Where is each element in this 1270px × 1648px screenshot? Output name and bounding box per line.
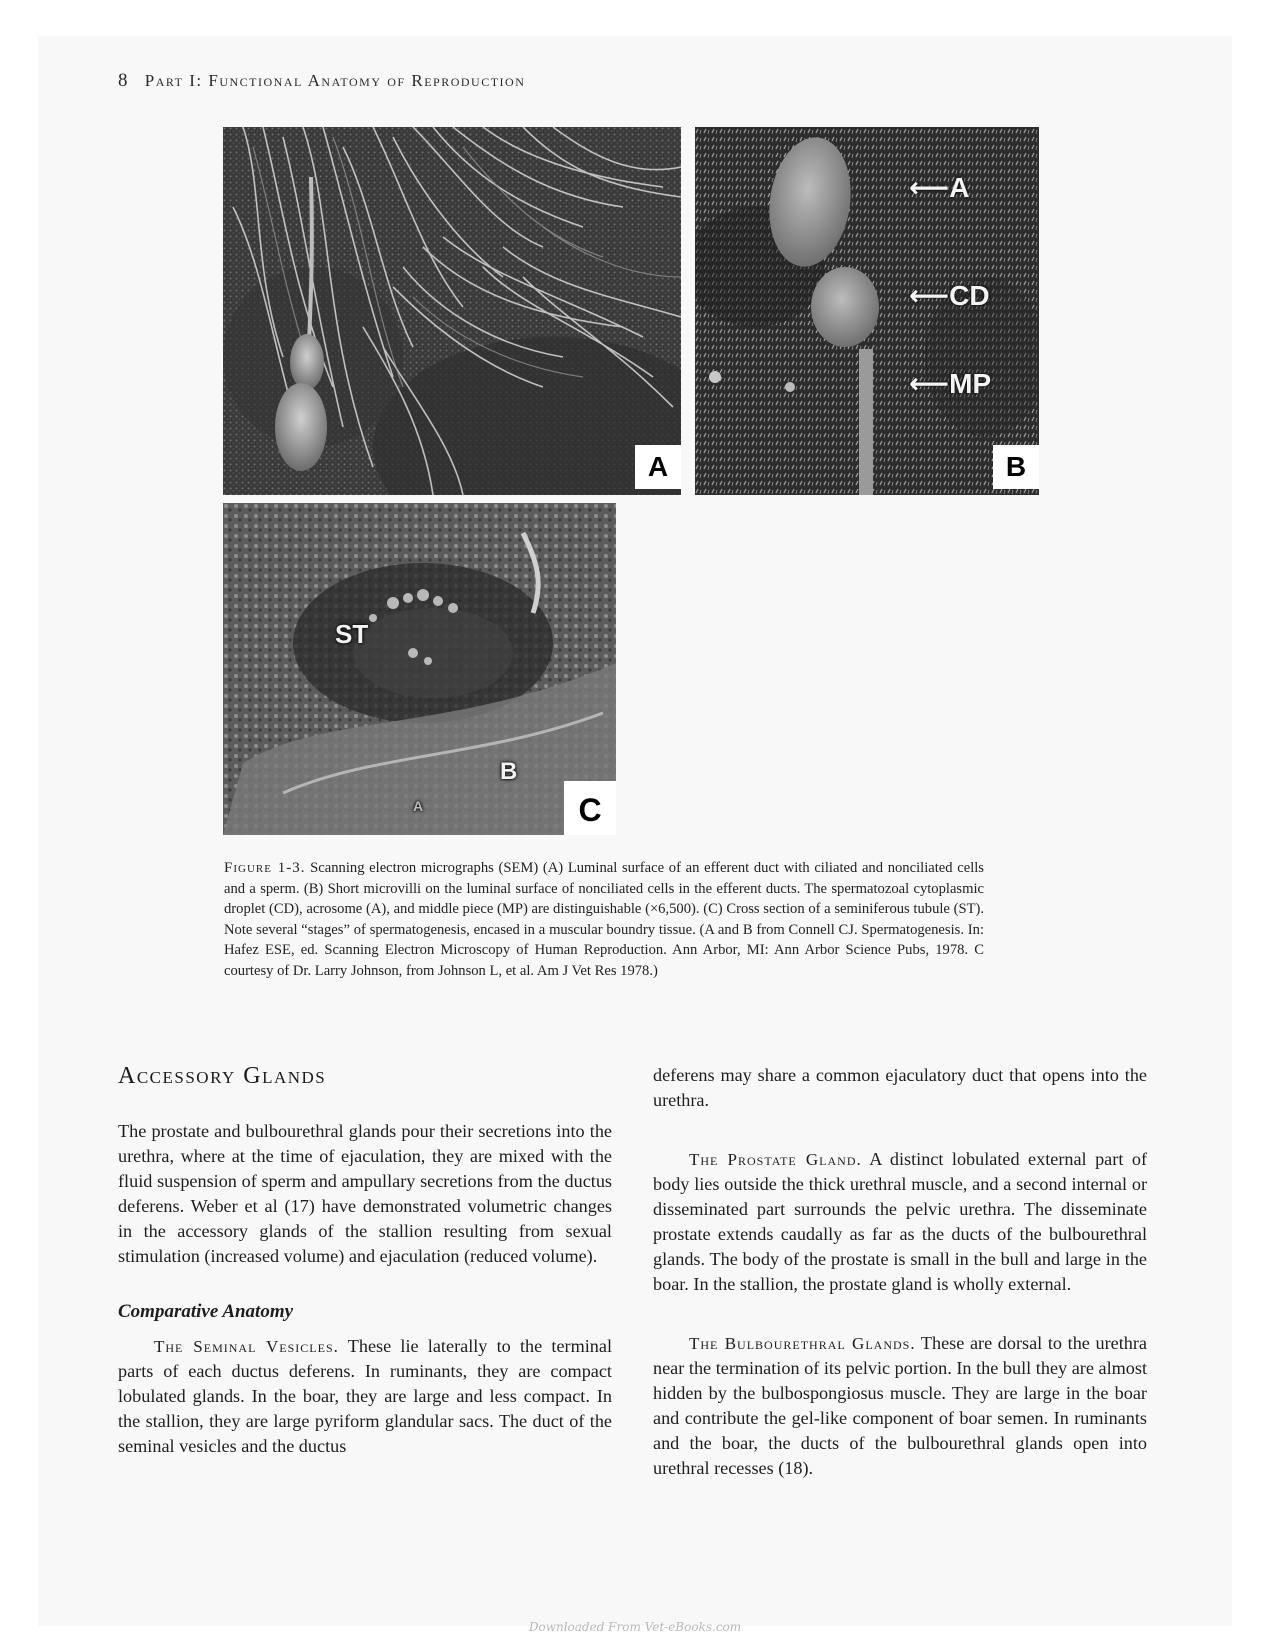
figure-caption (224, 858, 984, 982)
micrograph-panel-a (223, 127, 681, 495)
section-heading: Accessory Glands (118, 1063, 327, 1089)
panel-b-letter: B (993, 445, 1039, 489)
arrow-label-acrosome: ⟵A (909, 172, 970, 203)
label-seminiferous-tubule: ST (335, 619, 369, 649)
panel-a-letter: A (635, 445, 681, 489)
arrow-label-cytoplasmic-droplet: ⟵CD (909, 280, 990, 311)
subheading-comparative-anatomy: Comparative Anatomy (118, 1301, 294, 1322)
seminal-vesicles-paragraph (118, 1334, 612, 1459)
bulbourethral-heading: The Bulbourethral Glands. (689, 1334, 916, 1353)
running-title: Part I: Functional Anatomy of Reproduction (144, 71, 526, 90)
figure-caption-text: Scanning electron micrographs (SEM) (A) Luminal surface of an efferent duct with ciliated and nonciliated cells and a sperm. (B) Short microvilli on the luminal surface of nonciliated cells in the efferent ducts. The spermatozoal cytoplasmic droplet (CD), acrosome (A), and middle piece (MP) are distinguishable (×6,500). (C) Cross section of a seminiferous tubule (ST). Note several “stages” of spermatogenesis, encased in a muscular boundry tissue. (A and B from Connell CJ. Spermatogenesis. In: Hafez ESE, ed. Scanning Electron Microscopy of Human Reproduction. Ann Arbor, MI: Ann Arbor Science Pubs, 1978. C courtesy of Dr. Larry Johnson, from Johnson L, et al. Am J Vet Res 1978.) (224, 860, 984, 979)
running-header (118, 70, 525, 92)
micrograph-a-image (223, 127, 681, 495)
arrow-label-middle-piece: ⟵MP (909, 368, 992, 399)
panel-c-letter: C (564, 781, 616, 835)
watermark: Downloaded From Vet-eBooks.com (528, 1620, 742, 1634)
prostate-paragraph (653, 1147, 1147, 1297)
prostate-heading: The Prostate Gland. (689, 1150, 862, 1169)
left-column (118, 1060, 612, 1459)
bulbourethral-paragraph (653, 1331, 1147, 1481)
figure-label: Figure 1-3. (224, 860, 306, 876)
micrograph-panel-b (695, 127, 1039, 495)
seminal-vesicles-heading: The Seminal Vesicles. (154, 1337, 339, 1356)
bulbourethral-text: These are dorsal to the urethra near the termination of its pelvic portion. In the bull they are almost hidden by the bulbospongiosus muscle. They are large in the boar and contribute the gel-like component of boar semen. In ruminants and the boar, the ducts of the bulbourethral glands open into urethral recesses (18). (653, 1333, 1147, 1478)
intro-paragraph: The prostate and bulbourethral glands pour their secretions into the urethra, where at the time of ejaculation, they are mixed with the fluid suspension of sperm and ampullary secretions from the ductus deferens. Weber et al (17) have demonstrated volumetric changes in the accessory glands of the stallion resulting from sexual stimulation (increased volume) and ejaculation (reduced volume). (118, 1121, 612, 1266)
prostate-text: A distinct lobulated external part of body lies outside the thick urethral muscle, and a second internal or disseminated part surrounds the pelvic urethra. The disseminate prostate extends caudally as far as the ducts of the bulbourethral glands. The body of the prostate is small in the bull and large in the boar. In the stallion, the prostate gland is wholly external. (653, 1149, 1147, 1294)
right-column (653, 1063, 1147, 1481)
label-boundary-tissue: B (500, 758, 518, 785)
micrograph-c-image (223, 503, 616, 835)
page-number: 8 (118, 70, 129, 91)
continuation-paragraph: deferens may share a common ejaculatory duct that opens into the urethra. (653, 1065, 1147, 1110)
seminal-vesicles-text: These lie laterally to the terminal parts of each ductus deferens. In ruminants, they are compact lobulated glands. In the boar, they are large and less compact. In the stallion, they are large pyriform glandular sacs. The duct of the seminal vesicles and the ductus (118, 1336, 612, 1456)
micrograph-panel-c (223, 503, 616, 835)
label-a-small: A (413, 798, 424, 814)
